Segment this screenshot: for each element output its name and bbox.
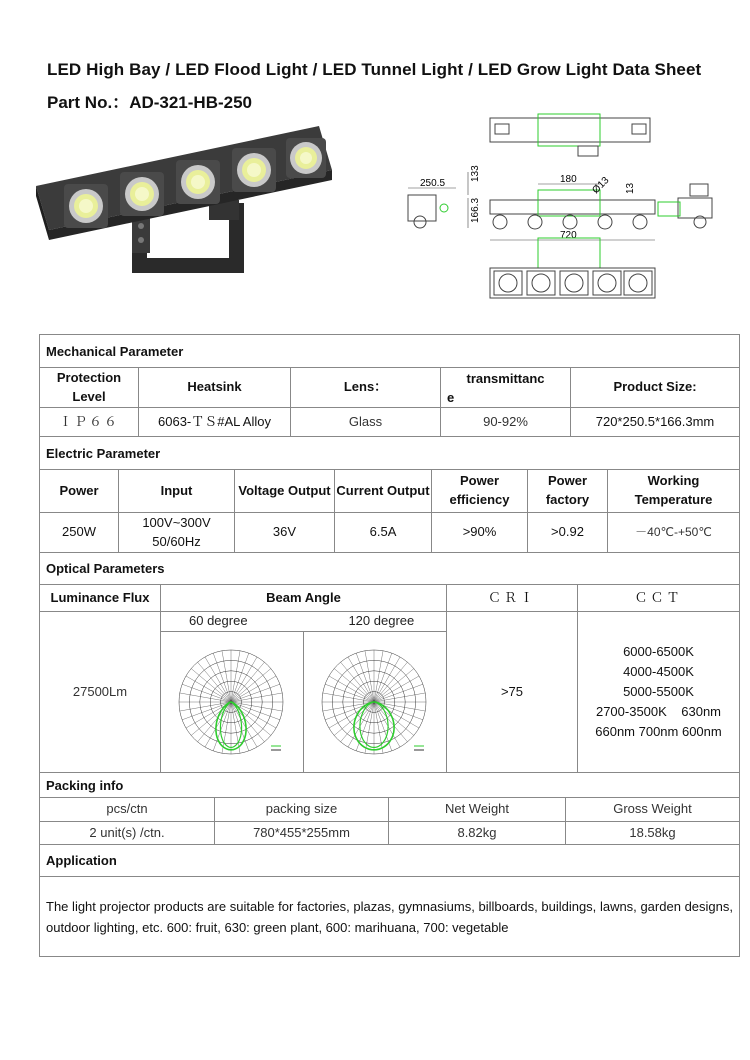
beam-60-label: 60 degree: [189, 613, 248, 629]
dim-133: 133: [470, 165, 481, 182]
value-net-weight: 8.82kg: [388, 822, 565, 844]
dim-13: 13: [625, 182, 636, 194]
header-transmittance-line1: transmittanc: [466, 371, 545, 386]
value-input-voltage: 100V~300V: [142, 514, 211, 530]
value-gross-weight: 18.58kg: [565, 822, 739, 844]
application-text: The light projector products are suitable for factories, plazas, gymnasiums, billboards, buildings, lawns, garden designs, outdoor lighting, etc. 600: fruit, 630: green plant, 600: marihuana, 700: vegetable: [46, 899, 733, 935]
value-cct: [577, 612, 739, 772]
value-input: [118, 513, 234, 552]
header-protection: Protection Level: [56, 369, 122, 404]
value-temperature: －40℃-+50℃: [607, 513, 739, 552]
polar-chart-120: [304, 632, 447, 772]
value-packing-size: 780*455*255mm: [214, 822, 388, 844]
header-heatsink: Heatsink: [138, 368, 290, 407]
header-cct: ＣＣＴ: [577, 585, 739, 611]
dimension-drawing: [400, 110, 730, 305]
dim-180: 180: [560, 174, 577, 185]
header-net-weight: Net Weight: [388, 798, 565, 821]
value-power: 250W: [62, 524, 96, 540]
header-power: Power: [59, 482, 99, 498]
section-optical: Optical Parameters: [46, 561, 165, 576]
beam-angle-cell: [160, 612, 446, 772]
section-mechanical: Mechanical Parameter: [46, 343, 184, 359]
header-lens: Lens：: [290, 368, 440, 407]
header-transmittance-line2: e: [447, 389, 455, 405]
value-input-frequency: 50/60Hz: [152, 533, 201, 549]
value-cri: >75: [446, 612, 577, 772]
section-packing: Packing info: [46, 777, 124, 793]
cct-line-5: 660nm 700nm 600nm: [595, 724, 722, 740]
cct-line-1: 6000-6500K: [623, 643, 694, 659]
header-current: Current Output: [334, 470, 431, 512]
header-flux: Luminance Flux: [50, 589, 150, 605]
value-current: 6.5A: [334, 513, 431, 552]
cct-line-3: 5000-5500K: [623, 683, 694, 699]
header-input: Input: [118, 470, 234, 512]
header-transmittance: [440, 368, 570, 407]
header-gross-weight: Gross Weight: [565, 798, 739, 821]
value-lens: Glass: [290, 408, 440, 436]
section-application: Application: [46, 853, 117, 868]
value-transmittance: 90-92%: [440, 408, 570, 436]
header-voltage: Voltage Output: [234, 470, 334, 512]
value-size: 720*250.5*166.3mm: [570, 408, 739, 436]
cct-line-4: 2700-3500K 630nm: [595, 704, 722, 720]
polar-chart-60: [161, 632, 304, 772]
cct-line-2: 4000-4500K: [623, 663, 694, 679]
header-cri: ＣＲＩ: [446, 585, 577, 611]
value-flux: 27500Lm: [72, 683, 128, 699]
header-factor: Power factory: [527, 470, 607, 512]
part-number-label: Part No.：: [47, 93, 130, 112]
value-pcs: 2 unit(s) /ctn.: [89, 824, 165, 840]
dim-166-3: 166.3: [470, 197, 481, 223]
spec-table: [39, 334, 740, 957]
part-number-value: AD-321-HB-250: [129, 93, 253, 112]
value-efficiency: >90%: [431, 513, 527, 552]
value-voltage: 36V: [234, 513, 334, 552]
header-pcs: pcs/ctn: [106, 801, 148, 817]
dim-d13: Ø13: [590, 174, 612, 197]
dim-720: 720: [560, 230, 577, 241]
value-protection: ＩＰ６６: [58, 413, 119, 429]
header-size: Product Size:: [570, 368, 739, 407]
value-factor: >0.92: [527, 513, 607, 552]
section-electric: Electric Parameter: [46, 445, 161, 461]
header-beam-angle: Beam Angle: [160, 585, 446, 611]
value-heatsink: 6063-ＴＳ#AL Alloy: [138, 408, 290, 436]
product-photo: [14, 108, 344, 298]
header-temperature: Working Temperature: [607, 470, 739, 512]
page-title: LED High Bay / LED Flood Light / LED Tunnel Light / LED Grow Light Data Sheet: [47, 60, 702, 79]
dim-250-5: 250.5: [420, 178, 446, 189]
beam-120-label: 120 degree: [348, 613, 415, 629]
header-packing-size: packing size: [214, 798, 388, 821]
header-efficiency: Power efficiency: [431, 470, 527, 512]
